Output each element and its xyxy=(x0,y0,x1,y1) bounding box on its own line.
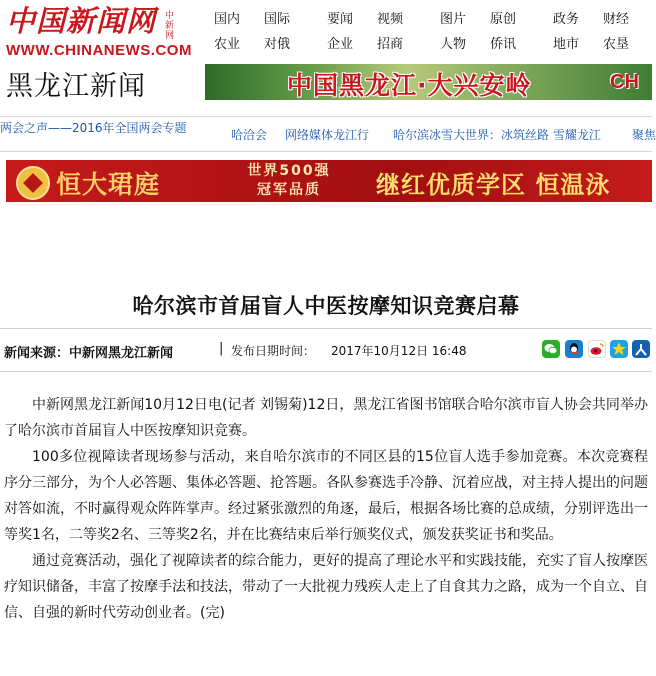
top-banner-text: 中国黑龙江·大兴安岭 xyxy=(287,71,532,100)
ad-tagline-line2: 冠军品质 xyxy=(257,182,321,198)
publish-date-label: 发布日期时间： xyxy=(231,344,316,358)
article-paragraph: 100多位视障读者现场参与活动，来自哈尔滨市的不同区县的15位盲人选手参加竞赛。本次竞赛程序分三部分，为个人必答题、集体必答题、抢答题。各队参赛选手冷静、沉着应战，对主持人提出的问题对答如流，不时赢得观众阵阵掌声。经过紧张激烈的角逐，最后，根据各场比赛的总成绩，分别评选出一等奖1名，二等奖2名、三等奖2名，并在比赛结束后举行颁奖仪式，颁发获奖证书和奖品。 xyxy=(4,449,648,543)
article-source: 新闻来源：中新网黑龙江新闻 xyxy=(4,346,174,361)
ad-tagline xyxy=(224,162,354,200)
top-banner-suffix: CH xyxy=(610,71,639,93)
topic-link-media-tour[interactable]: 网络媒体龙江行 xyxy=(285,128,370,142)
evergrande-emblem-icon xyxy=(16,166,50,200)
nav-item-people[interactable]: 人物 xyxy=(440,37,467,52)
ad-slogan: 继红优质学区 恒温泳 xyxy=(376,171,611,199)
nav-item-agriculture[interactable]: 农业 xyxy=(214,37,241,52)
site-logo[interactable]: 中国新闻网 xyxy=(6,4,157,38)
nav-item-headlines[interactable]: 要闻 xyxy=(327,12,354,27)
article-paragraph: 通过竞赛活动，强化了视障读者的综合能力，更好的提高了理论水平和实践技能，充实了盲人按摩医疗知识储备，丰富了按摩手法和技法，带动了一大批视力残疾人走上了自食其力之路，成为一个自立、自信、自强的新时代劳动创业者。(完) xyxy=(4,553,648,621)
nav-item-enterprise[interactable]: 企业 xyxy=(327,37,354,52)
ad-brand: 恒大珺庭 xyxy=(56,170,161,199)
topic-link-focus[interactable]: 聚焦 xyxy=(632,128,656,142)
publish-date: 2017年10月12日 16:48 xyxy=(331,344,467,358)
topic-link-two-sessions[interactable] xyxy=(0,117,187,136)
nav-item-photos[interactable]: 图片 xyxy=(440,12,467,27)
wechat-icon[interactable] xyxy=(542,340,560,358)
top-banner-ad[interactable] xyxy=(205,64,652,100)
meta-separator: | xyxy=(219,341,224,356)
nav-item-domestic[interactable]: 国内 xyxy=(214,12,241,27)
topic-link-label: 两会之声——2016年全国两会专题 xyxy=(0,121,187,135)
article-meta xyxy=(0,328,652,372)
nav-item-cities[interactable]: 地市 xyxy=(553,37,580,52)
topic-link-harbin-fair[interactable]: 哈洽会 xyxy=(231,128,268,142)
evergrande-ad-banner[interactable] xyxy=(6,160,652,202)
site-url: WWW.CHINANEWS.COM xyxy=(6,42,192,59)
qzone-icon[interactable] xyxy=(610,340,628,358)
main-nav xyxy=(205,8,652,56)
article-paragraph: 中新网黑龙江新闻10月12日电(记者 刘锡菊)12日，黑龙江省图书馆联合哈尔滨市盲人协会共同举办了哈尔滨市首届盲人中医按摩知识竞赛。 xyxy=(4,397,648,439)
nav-item-farm[interactable]: 农垦 xyxy=(603,37,630,52)
nav-item-finance[interactable]: 财经 xyxy=(603,12,630,27)
ad-tagline-line1: 世界500强 xyxy=(247,163,331,179)
site-header xyxy=(0,0,652,60)
renren-icon[interactable] xyxy=(632,340,650,358)
nav-item-video[interactable]: 视频 xyxy=(377,12,404,27)
channel-logo[interactable]: 黑龙江新闻 xyxy=(6,71,146,102)
article-body xyxy=(4,392,648,626)
nav-item-original[interactable]: 原创 xyxy=(490,12,517,27)
article-title: 哈尔滨市首届盲人中医按摩知识竞赛启幕 xyxy=(132,294,520,319)
topic-link-bar xyxy=(0,116,656,152)
nav-item-government[interactable]: 政务 xyxy=(553,12,580,27)
nav-item-investment[interactable]: 招商 xyxy=(377,37,404,52)
nav-item-overseas[interactable]: 侨讯 xyxy=(490,37,517,52)
nav-item-international[interactable]: 国际 xyxy=(264,12,291,27)
qq-icon[interactable] xyxy=(565,340,583,358)
topic-link-ice-world[interactable]: 哈尔滨冰雪大世界：冰筑丝路 雪耀龙江 xyxy=(393,128,601,142)
nav-item-russia[interactable]: 对俄 xyxy=(264,37,291,52)
logo-side-text: 中新网 xyxy=(165,11,175,41)
weibo-icon[interactable] xyxy=(588,340,606,358)
